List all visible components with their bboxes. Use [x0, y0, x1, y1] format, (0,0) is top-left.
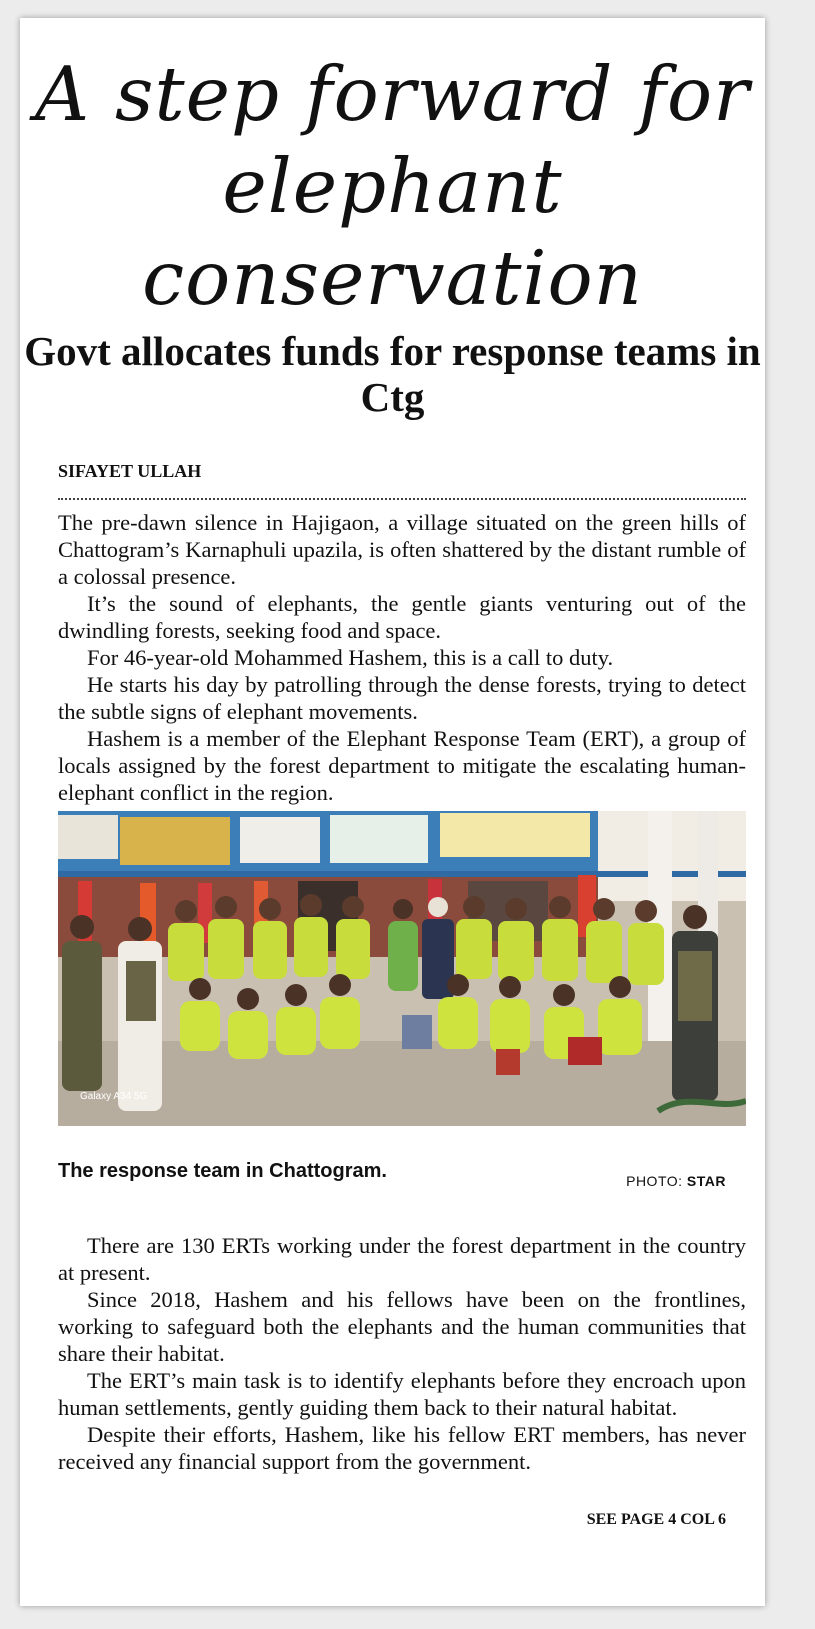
- article-body-top: [58, 509, 746, 806]
- subheadline: Govt allocates funds for response teams in Ctg: [24, 328, 761, 420]
- photo-credit: [626, 1173, 726, 1189]
- photo-credit-prefix: PHOTO:: [626, 1173, 683, 1189]
- continuation-note: SEE PAGE 4 COL 6: [586, 1511, 726, 1528]
- photo-illustration: [58, 811, 746, 1126]
- paragraph: It’s the sound of elephants, the gentle giants venturing out of the dwindling forests, seeking food and space.: [58, 591, 746, 643]
- paragraph: For 46-year-old Mohammed Hashem, this is a call to duty.: [87, 645, 614, 670]
- dotted-divider: [58, 498, 746, 500]
- paragraph: There are 130 ERTs working under the forest department in the country at present.: [58, 1233, 746, 1285]
- paragraph: Despite their efforts, Hashem, like his fellow ERT members, has never received any financial support from the government.: [58, 1422, 746, 1474]
- photo-caption: The response team in Chattogram.: [58, 1160, 387, 1182]
- byline: SIFAYET ULLAH: [58, 461, 202, 481]
- paragraph: Hashem is a member of the Elephant Response Team (ERT), a group of locals assigned by the forest department to mitigate the escalating human-elephant conflict in the region.: [58, 726, 746, 805]
- paragraph: The ERT’s main task is to identify elephants before they encroach upon human settlements, gently guiding them back to their natural habitat.: [58, 1368, 746, 1420]
- paragraph: The pre-dawn silence in Hajigaon, a village situated on the green hills of Chattogram’s Karnaphuli upazila, is often shattered by the distant rumble of a colossal presence.: [58, 510, 746, 589]
- photo-watermark: Galaxy A34 5G: [80, 1091, 148, 1102]
- article-body-bottom: [58, 1232, 746, 1475]
- headline: A step forward for elephant conservation: [34, 50, 750, 322]
- group-photo: [58, 811, 746, 1126]
- paragraph: He starts his day by patrolling through the dense forests, trying to detect the subtle signs of elephant movements.: [58, 672, 746, 724]
- paragraph: Since 2018, Hashem and his fellows have been on the frontlines, working to safeguard both the elephants and the human communities that share their habitat.: [58, 1287, 746, 1366]
- photo-credit-source: STAR: [686, 1173, 726, 1189]
- newspaper-clipping: [20, 18, 765, 1606]
